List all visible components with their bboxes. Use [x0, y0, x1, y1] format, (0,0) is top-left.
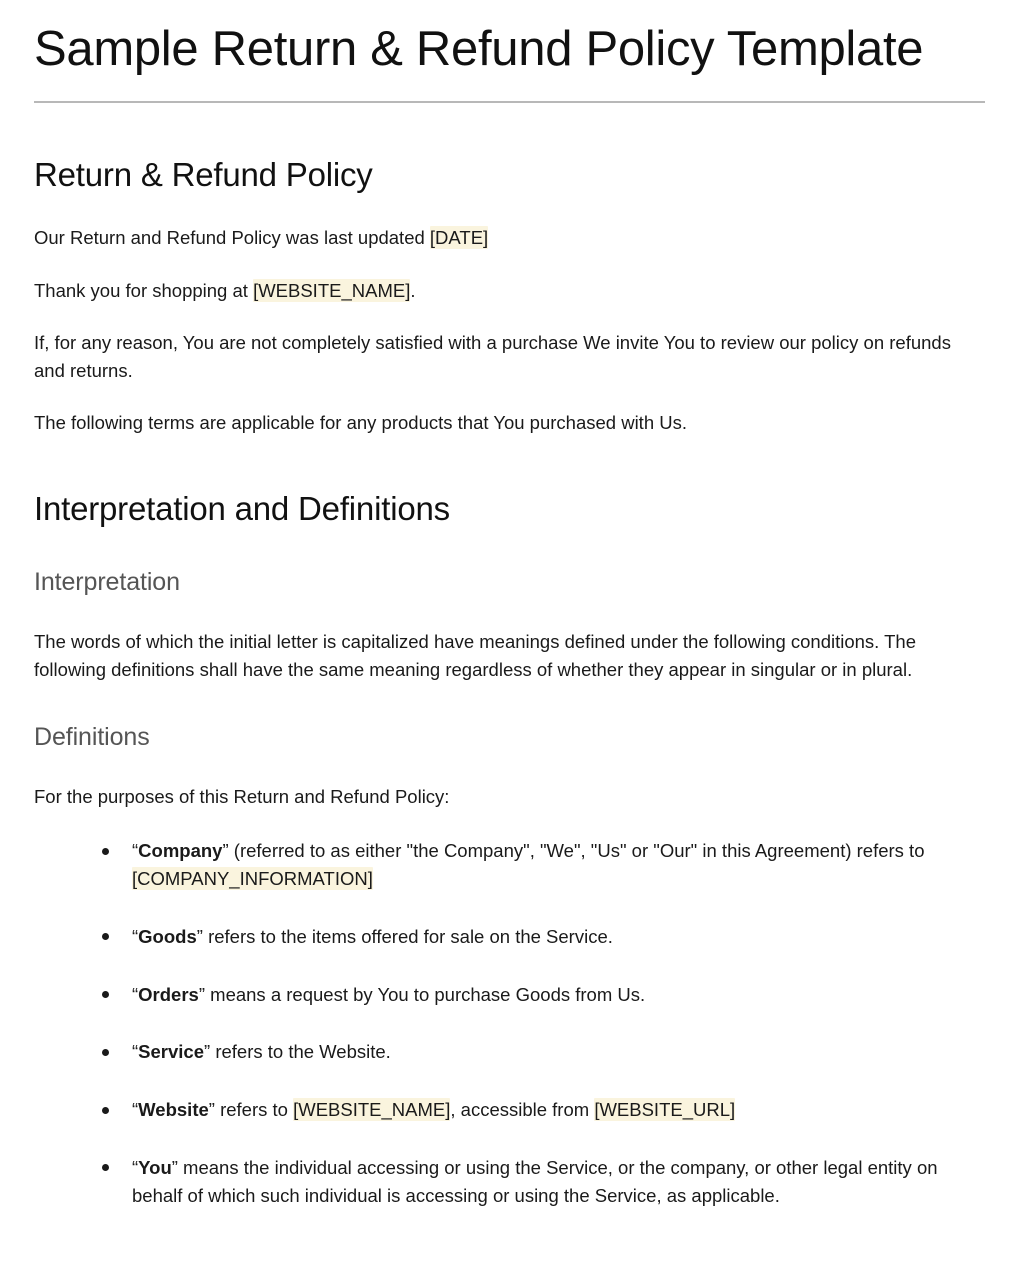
quote-close: ” [198, 983, 206, 1005]
paragraph-interpretation: The words of which the initial letter is capitalized have meanings defined under the following conditions. The following definitions shall have the same meaning regardless of whether they appear in singular or in plural. [34, 630, 917, 680]
quote-close: ” [196, 925, 203, 947]
section-heading-return-refund-policy: Return & Refund Policy [34, 155, 373, 193]
definition-term: Goods [138, 925, 197, 947]
definition-text-after: , accessible from [450, 1099, 595, 1121]
page-title: Sample Return & Refund Policy Template [34, 22, 924, 76]
bullet-icon [102, 933, 109, 940]
quote-open: “ [132, 925, 139, 947]
definition-text-before: (referred to as either "the Company", "We", "Us" or "Our" in this Agreement) refers to [228, 840, 925, 862]
quote-open: “ [132, 1156, 139, 1178]
paragraph-applicable-terms: The following terms are applicable for any products that You purchased with Us. [34, 411, 688, 433]
quote-close: ” [208, 1099, 215, 1121]
definition-text-before: refers to the items offered for sale on the Service. [202, 925, 613, 947]
list-item [34, 1096, 986, 1124]
paragraph-definitions-intro: For the purposes of this Return and Refund Policy: [34, 786, 450, 808]
list-item [34, 923, 986, 951]
section-heading-interpretation-and-definitions: Interpretation and Definitions [34, 490, 450, 528]
definition-text-before: means a request by You to purchase Goods from Us. [205, 983, 646, 1005]
bullet-icon [102, 1049, 109, 1056]
bullet-icon [102, 1107, 109, 1114]
definition-term: You [138, 1156, 172, 1178]
quote-close: ” [204, 1041, 211, 1063]
placeholder-date: [DATE] [429, 227, 489, 249]
definition-text-before: refers to the Website. [210, 1041, 391, 1063]
definition-term: Website [138, 1099, 209, 1121]
quote-open: “ [132, 840, 139, 862]
thanks-prefix-text: Thank you for shopping at [34, 279, 254, 301]
last-updated-prefix-text: Our Return and Refund Policy was last updated [34, 227, 430, 249]
quote-open: “ [132, 1099, 139, 1121]
definition-term: Company [138, 840, 223, 862]
placeholder-company-information: [COMPANY_INFORMATION] [132, 868, 373, 890]
paragraph-last-updated [34, 224, 958, 252]
bullet-icon [102, 848, 109, 855]
paragraph-satisfaction: If, for any reason, You are not completely satisfied with a purchase We invite You to review our policy on refunds and returns. [34, 331, 951, 381]
list-item [34, 981, 986, 1009]
definition-term: Service [138, 1041, 205, 1063]
placeholder-website-url: [WEBSITE_URL] [594, 1099, 736, 1121]
thanks-suffix-text: . [410, 279, 416, 301]
quote-open: “ [132, 983, 139, 1005]
list-item [34, 1154, 986, 1210]
definition-term: Orders [138, 983, 199, 1005]
quote-close: ” [222, 840, 229, 862]
definition-text-before: means the individual accessing or using the Service, or the company, or other legal entity on behalf of which such individual is accessing or using the Service, as applicable. [132, 1156, 938, 1206]
definition-text-before: refers to [214, 1099, 294, 1121]
title-divider [34, 101, 985, 103]
quote-open: “ [132, 1041, 139, 1063]
subsection-heading-definitions: Definitions [34, 723, 150, 752]
page-bottom-spacer [34, 1209, 986, 1239]
list-item [34, 837, 986, 893]
definitions-list [34, 837, 986, 1209]
placeholder-website-name: [WEBSITE_NAME] [253, 279, 411, 301]
bullet-icon [102, 1164, 109, 1171]
placeholder-website-name: [WEBSITE_NAME] [293, 1099, 451, 1121]
document-page [0, 22, 1020, 1239]
paragraph-thank-you [34, 277, 958, 305]
list-item [34, 1038, 986, 1066]
quote-close: ” [171, 1156, 178, 1178]
bullet-icon [102, 991, 109, 998]
subsection-heading-interpretation: Interpretation [34, 567, 180, 596]
